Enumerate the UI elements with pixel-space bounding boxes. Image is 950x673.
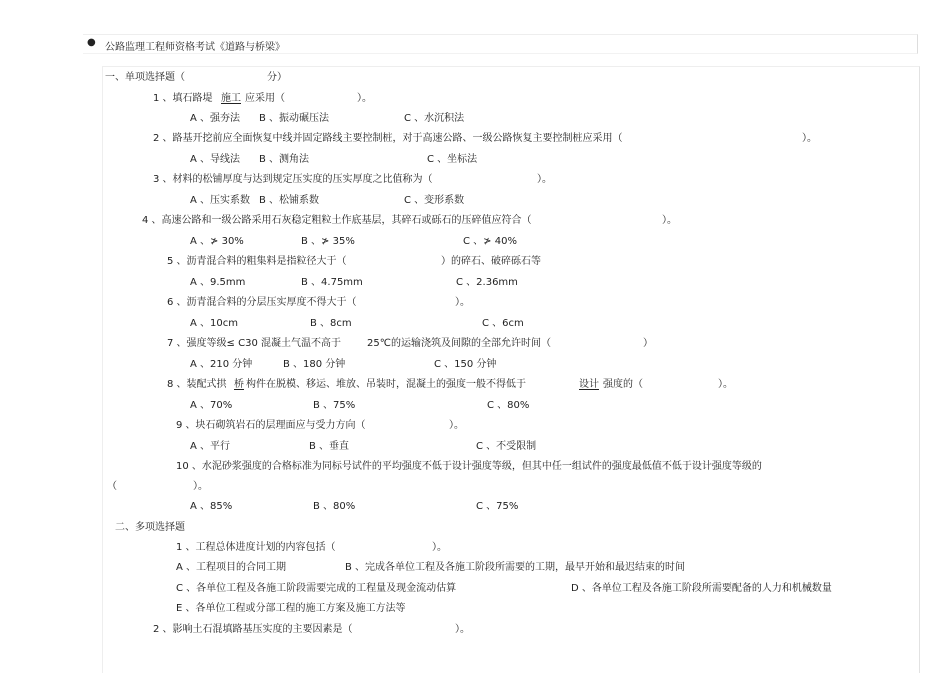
q4-option-c: C 、≯ 40% [463, 236, 517, 247]
m2-close: ）。 [455, 624, 470, 635]
q7-option-c: C 、150 分钟 [434, 359, 497, 370]
q7-text-2: 25℃的运输浇筑及间隙的全部允许时间（ [367, 338, 551, 349]
q6-close: ）。 [455, 297, 470, 308]
q1-text-2: 应采用（ [245, 93, 285, 104]
bullet-icon: ● [87, 37, 96, 48]
q1-option-c: C 、水沉积法 [404, 113, 465, 124]
q8-close: ）。 [718, 379, 733, 390]
m1-option-a: A 、工程项目的合同工期 [176, 562, 287, 573]
q3-text: 3 、材料的松铺厚度与达到规定压实度的压实厚度之比值称为（ [153, 174, 433, 185]
m1-option-d: D 、各单位工程及各施工阶段所需要配备的人力和机械数量 [571, 583, 832, 594]
q6-text: 6 、沥青混合料的分层压实厚度不得大于（ [167, 297, 357, 308]
section1-score: 分） [267, 72, 287, 83]
doc-title: 公路监理工程师资格考试《道路与桥梁》 [105, 42, 285, 53]
q7-option-a: A 、210 分钟 [190, 359, 253, 370]
q8-text-3: 强度的（ [603, 379, 643, 390]
q5-option-c: C 、2.36mm [456, 277, 518, 288]
q2-option-a: A 、导线法 [190, 154, 241, 165]
q8-option-c: C 、80% [487, 400, 530, 411]
q8-text: 8 、装配式拱 [167, 379, 227, 390]
section2-title: 二、多项选择题 [115, 522, 185, 533]
section1-title: 一、单项选择题（ [105, 72, 185, 83]
q8-text-2: 构件在脱模、移运、堆放、吊装时，混凝土的强度一般不得低于 [246, 379, 526, 390]
q6-option-a: A 、10cm [190, 318, 238, 329]
q10-open: （ [107, 481, 117, 492]
q1-option-b: B 、振动碾压法 [259, 113, 330, 124]
q2-option-b: B 、测角法 [259, 154, 310, 165]
q5-option-a: A 、9.5mm [190, 277, 246, 288]
q2-close: ）。 [802, 133, 817, 144]
m1-text: 1 、工程总体进度计划的内容包括（ [176, 542, 336, 553]
q5-text-2: ）的碎石、破碎砾石等 [441, 256, 541, 267]
q1-option-a: A 、强夯法 [190, 113, 241, 124]
q4-close: ）。 [662, 215, 677, 226]
q9-close: ）。 [449, 420, 464, 431]
q8-underlined-1: 桥 [234, 379, 244, 390]
q7-close: ） [643, 338, 653, 349]
q4-text: 4 、高速公路和一级公路采用石灰稳定粗粒土作底基层，其碎石或砾石的压碎值应符合（ [142, 215, 532, 226]
q8-option-b: B 、75% [313, 400, 356, 411]
q9-option-b: B 、垂直 [309, 441, 350, 452]
q10-option-a: A 、85% [190, 501, 233, 512]
q3-close: ）。 [537, 174, 552, 185]
q8-underlined-2: 设计 [579, 379, 599, 390]
q2-option-c: C 、坐标法 [427, 154, 478, 165]
m2-text: 2 、影响土石混填路基压实度的主要因素是（ [153, 624, 353, 635]
q2-text: 2 、路基开挖前应全面恢复中线并固定路线主要控制桩，对于高速公路、一级公路恢复主要控制桩应采用（ [153, 133, 623, 144]
m1-option-b: B 、完成各单位工程及各施工阶段所需要的工期，最早开始和最迟结束的时间 [345, 562, 686, 573]
q3-option-a: A 、压实系数 [190, 195, 251, 206]
q1-close: ）。 [357, 93, 372, 104]
q5-option-b: B 、4.75mm [301, 277, 363, 288]
q9-text: 9 、块石砌筑岩石的层理面应与受力方向（ [176, 420, 366, 431]
m1-option-e: E 、各单位工程或分部工程的施工方案及施工方法等 [176, 603, 406, 614]
q10-close: ）。 [193, 481, 208, 492]
q3-option-b: B 、松铺系数 [259, 195, 320, 206]
q1-text: 1 、填石路堤 [153, 93, 213, 104]
q1-underlined: 施工 [221, 93, 241, 104]
q4-option-b: B 、≯ 35% [301, 236, 355, 247]
q7-option-b: B 、180 分钟 [283, 359, 346, 370]
q9-option-c: C 、不受限制 [476, 441, 537, 452]
q8-option-a: A 、70% [190, 400, 233, 411]
q10-option-c: C 、75% [476, 501, 519, 512]
q10-text: 10 、水泥砂浆强度的合格标准为同标号试件的平均强度不低于设计强度等级，但其中任一组试件的强度最低值不低于设计强度等级的 [176, 461, 762, 472]
q3-option-c: C 、变形系数 [404, 195, 465, 206]
m1-option-c: C 、各单位工程及各施工阶段需要完成的工程量及现金流动估算 [176, 583, 457, 594]
q10-option-b: B 、80% [313, 501, 356, 512]
q7-text: 7 、强度等级≤ C30 混凝土气温不高于 [167, 338, 341, 349]
q6-option-b: B 、8cm [310, 318, 352, 329]
q5-text: 5 、沥青混合料的粗集料是指粒径大于（ [167, 256, 347, 267]
q6-option-c: C 、6cm [482, 318, 524, 329]
q4-option-a: A 、≯ 30% [190, 236, 244, 247]
m1-close: ）。 [432, 542, 447, 553]
q9-option-a: A 、平行 [190, 441, 231, 452]
